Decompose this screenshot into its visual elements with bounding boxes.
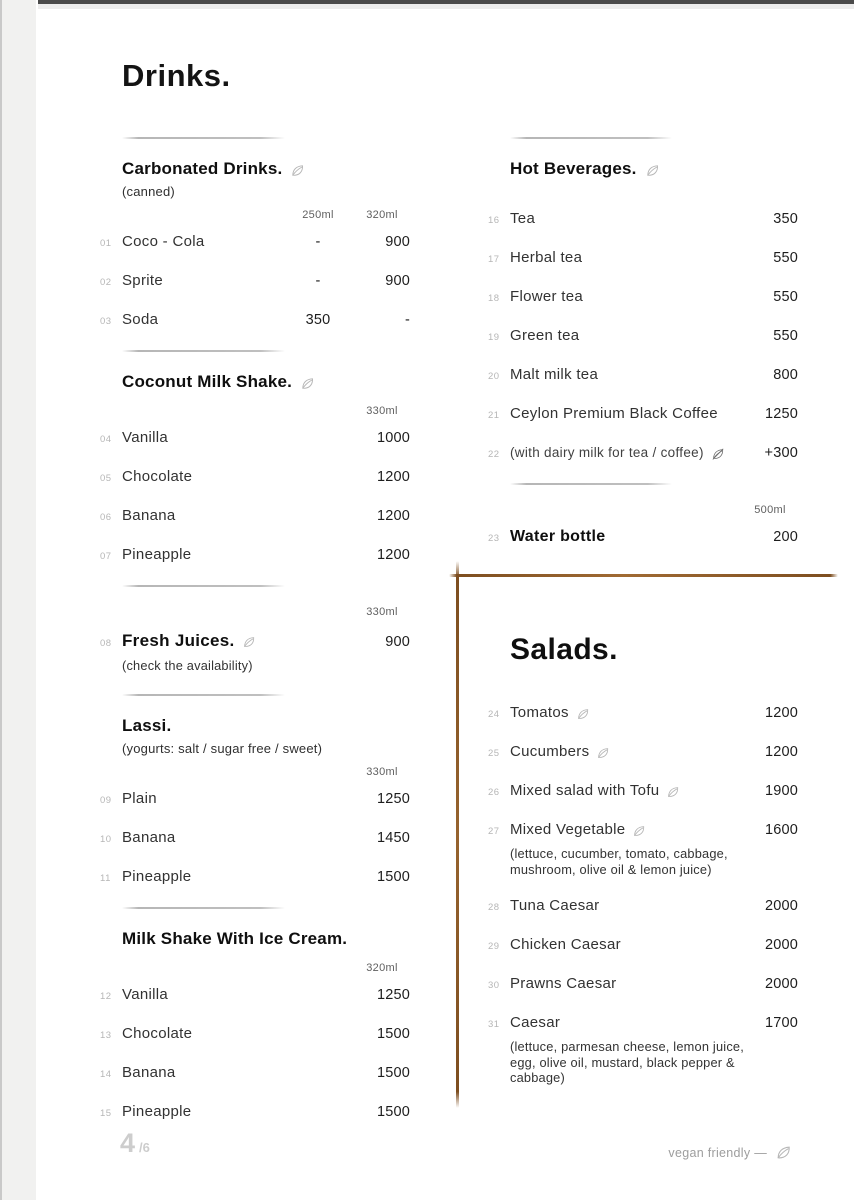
item-name-text: Water bottle [510,528,606,545]
leaf-icon [596,746,610,760]
page-number [120,1128,150,1159]
section-title: Coconut Milk Shake. [122,372,293,391]
item-name-text: Chocolate [122,468,193,485]
item-price: 2000 [764,937,798,953]
item-price: 1500 [376,1064,410,1081]
menu-item-row [488,444,798,463]
menu-item-row [488,366,798,385]
menu-item-row [488,897,798,916]
item-price: 900 [385,634,410,650]
menu-item-row [488,975,798,994]
item-name-text: Pineapple [122,867,192,885]
item-number: 02 [100,277,112,288]
section-heading [122,715,410,737]
menu-item-row [488,743,798,762]
section-divider [122,907,285,909]
item-number: 01 [100,238,112,249]
item-name-text: Chocolate [122,1024,193,1042]
section-heading [122,158,410,180]
item-price: 1200 [764,744,798,760]
item-price: 1500 [376,868,410,885]
item-number: 30 [488,980,500,991]
item-name [510,288,742,305]
item-name [122,429,354,446]
size-label: 330ml [366,606,398,618]
item-price: 1000 [376,430,410,446]
crossed-leaf-icon [711,447,725,461]
item-number: 08 [100,638,112,649]
menu-item-row [100,986,410,1005]
menu-item-row [488,210,798,229]
item-number: 13 [100,1029,112,1041]
item-number: 27 [488,826,500,837]
section-title: Salads. [510,633,618,666]
item-number: 12 [100,990,112,1002]
menu-item-row [100,790,410,809]
item-name [122,272,290,289]
vegan-friendly-note [668,1144,792,1161]
item-number: 14 [100,1068,112,1080]
item-description: (lettuce, cucumber, tomato, cabbage, mushroom, olive oil & lemon juice) [510,846,728,877]
section-heading [122,371,410,393]
viewer-left-strip [0,0,36,1200]
item-name-text: Pineapple [122,546,192,563]
item-price: 1250 [376,986,410,1003]
item-price: +300 [764,445,798,461]
item-name-text: Tuna Caesar [510,897,600,914]
item-name [510,821,742,838]
size-header-row [100,209,410,221]
menu-item-row [100,233,410,252]
section-subtitle: (yogurts: salt / sugar free / sweet) [122,740,323,756]
section-divider [122,694,285,696]
page-number-current: 4 [120,1128,137,1158]
size-label: 320ml [366,961,398,974]
leaf-icon [300,376,315,391]
item-name [510,782,742,799]
item-number: 31 [488,1019,500,1030]
item-name [122,829,354,846]
item-name [510,897,742,914]
item-price: 1700 [764,1015,798,1031]
size-label: 250ml [302,209,334,221]
section-divider [510,137,672,139]
menu-item-row [488,821,798,840]
item-price-320ml: 900 [385,234,410,250]
item-number: 23 [488,533,500,544]
item-price: 1200 [376,469,410,485]
item-name-text: Herbal tea [510,249,583,266]
leaf-icon [645,163,660,178]
item-name-text: Banana [122,507,176,524]
size-header-row [100,962,410,974]
item-description: (check the availability) [122,658,253,673]
item-price: 550 [773,289,798,305]
item-name-text: Pineapple [122,1102,192,1120]
menu-item-row [100,630,410,652]
menu-item-row [100,546,410,565]
size-header-row [488,504,798,516]
item-price: 2000 [764,898,798,914]
item-name [122,468,354,485]
item-name-text: Chicken Caesar [510,936,621,953]
item-name [510,210,742,227]
leaf-icon [632,824,646,838]
section-title: Milk Shake With Ice Cream. [122,928,348,948]
section-heading [122,928,410,950]
item-name [122,790,354,807]
menu-section [488,632,798,1086]
menu-item-row [100,468,410,487]
item-price: 1200 [764,705,798,721]
item-name [122,1103,354,1120]
item-price-250ml: - [315,273,321,289]
item-name [510,528,742,545]
menu-item-row [488,528,798,547]
size-header-row [100,405,410,417]
item-number: 29 [488,941,500,952]
item-name-text: Prawns Caesar [510,975,617,992]
menu-item-row [488,936,798,955]
item-number: 07 [100,551,112,562]
item-name [122,233,290,250]
item-name [122,868,354,885]
item-number: 06 [100,512,112,523]
item-name-text: Fresh Juices. [122,631,235,650]
item-name [510,936,742,953]
item-name-text: Vanilla [122,429,169,446]
size-header-row [100,606,410,618]
item-number: 03 [100,316,112,327]
menu-item-row [100,429,410,448]
salads-frame-vertical-line [456,561,459,1108]
item-price-320ml: 900 [385,273,410,289]
item-number: 20 [488,371,500,382]
item-name [510,444,742,461]
item-price: 800 [773,367,798,383]
menu-item-row [100,311,410,330]
item-description: (lettuce, parmesan cheese, lemon juice, egg, olive oil, mustard, black pepper & cabbage) [510,1039,744,1085]
section-title: Lassi. [122,715,172,735]
section-title: Hot Beverages. [510,159,637,178]
menu-section [100,694,410,887]
item-name-text: Tomatos [510,704,569,721]
item-price: 350 [773,211,798,227]
item-name [122,1064,354,1081]
item-name-text: Cucumbers [510,743,590,760]
item-number: 16 [488,215,500,226]
item-name-text: Plain [122,789,157,807]
item-name [510,249,742,266]
menu-item-row [100,868,410,887]
section-divider [122,585,285,587]
menu-item-row [488,249,798,268]
menu-section [488,137,798,463]
item-name-text: Flower tea [510,288,584,305]
section-divider [510,483,672,485]
menu-item-row [100,829,410,848]
menu-item-row [488,782,798,801]
item-price-250ml: 350 [305,312,331,328]
vegan-friendly-label: vegan friendly — [668,1145,767,1160]
menu-item-row [100,272,410,291]
item-number: 28 [488,902,500,913]
section-heading [510,632,798,668]
page-top-shadow [38,4,854,9]
item-name [122,546,354,563]
salads-frame-horizontal-line [449,574,838,577]
size-label: 330ml [366,405,398,417]
leaf-icon [242,635,256,649]
item-price: 1250 [376,790,410,807]
page-title: Drinks. [122,58,231,93]
size-label: 500ml [754,504,786,516]
item-name-text: Coco - Cola [122,233,205,250]
menu-item-row [488,327,798,346]
menu-item-row [100,1025,410,1044]
item-name-text: Soda [122,311,159,328]
section-title: Carbonated Drinks. [122,159,283,178]
item-name [510,743,742,760]
item-number: 15 [100,1107,112,1119]
item-name [122,630,354,652]
size-header-row [100,766,410,778]
item-name-text: Ceylon Premium Black Coffee [510,405,718,422]
item-name [122,311,290,328]
item-price: 1200 [376,508,410,524]
item-price: 1200 [376,547,410,563]
item-name [122,986,354,1003]
item-price: 1500 [376,1025,410,1042]
item-number: 21 [488,410,500,421]
section-divider [122,350,285,352]
item-number: 11 [100,872,111,884]
section-subtitle: (canned) [122,184,175,199]
item-name-text: Sprite [122,272,163,289]
item-name-text: Banana [122,828,176,846]
item-number: 19 [488,332,500,343]
menu-section [100,137,410,330]
menu-item-row [100,1103,410,1122]
section-heading [510,158,798,180]
item-name [510,1014,742,1031]
item-name-text: Caesar [510,1014,561,1031]
item-name [510,405,742,422]
item-name [510,704,742,721]
size-label: 320ml [366,209,398,221]
menu-section [100,350,410,565]
item-number: 18 [488,293,500,304]
item-price: 1450 [376,829,410,846]
menu-section [488,483,798,547]
item-price: 1500 [376,1103,410,1120]
item-price: 1600 [764,822,798,838]
drinks-column-right [488,128,798,1106]
section-divider [122,137,285,139]
item-name-text: Green tea [510,327,580,344]
menu-item-row [488,405,798,424]
item-name-text: Mixed salad with Tofu [510,782,660,799]
item-price-320ml: - [404,312,410,328]
menu-item-row [100,1064,410,1083]
item-number: 22 [488,449,500,460]
item-number: 24 [488,709,500,720]
item-name-text: Mixed Vegetable [510,821,626,838]
item-name [510,975,742,992]
item-number: 05 [100,473,112,484]
menu-section [100,907,410,1122]
item-price-250ml: - [315,234,321,250]
item-price: 550 [773,250,798,266]
item-number: 17 [488,254,500,265]
item-name [510,366,742,383]
drinks-column-left [100,128,410,1142]
item-name-text: Tea [510,210,536,227]
item-name [122,507,354,524]
menu-item-row [100,507,410,526]
item-number: 04 [100,434,112,445]
menu-section [100,585,410,674]
item-price: 2000 [764,976,798,992]
item-name-text: Banana [122,1063,176,1081]
leaf-icon [666,785,680,799]
page-number-total: /6 [139,1140,150,1155]
leaf-icon [775,1144,792,1161]
menu-item-row [488,704,798,723]
item-number: 26 [488,787,500,798]
item-name-text: Vanilla [122,985,169,1003]
item-number: 25 [488,748,500,759]
item-price: 550 [773,328,798,344]
leaf-icon [290,163,305,178]
menu-item-row [488,288,798,307]
leaf-icon [576,707,590,721]
size-label: 330ml [366,765,398,778]
item-name [122,1025,354,1042]
item-price: 1900 [764,783,798,799]
item-name-text: (with dairy milk for tea / coffee) [510,445,704,460]
item-name-text: Malt milk tea [510,366,599,383]
item-number: 09 [100,794,112,806]
item-number: 10 [100,833,112,845]
item-price: 200 [773,529,798,545]
menu-item-row [488,1014,798,1033]
item-name [510,327,742,344]
item-price: 1250 [764,406,798,422]
